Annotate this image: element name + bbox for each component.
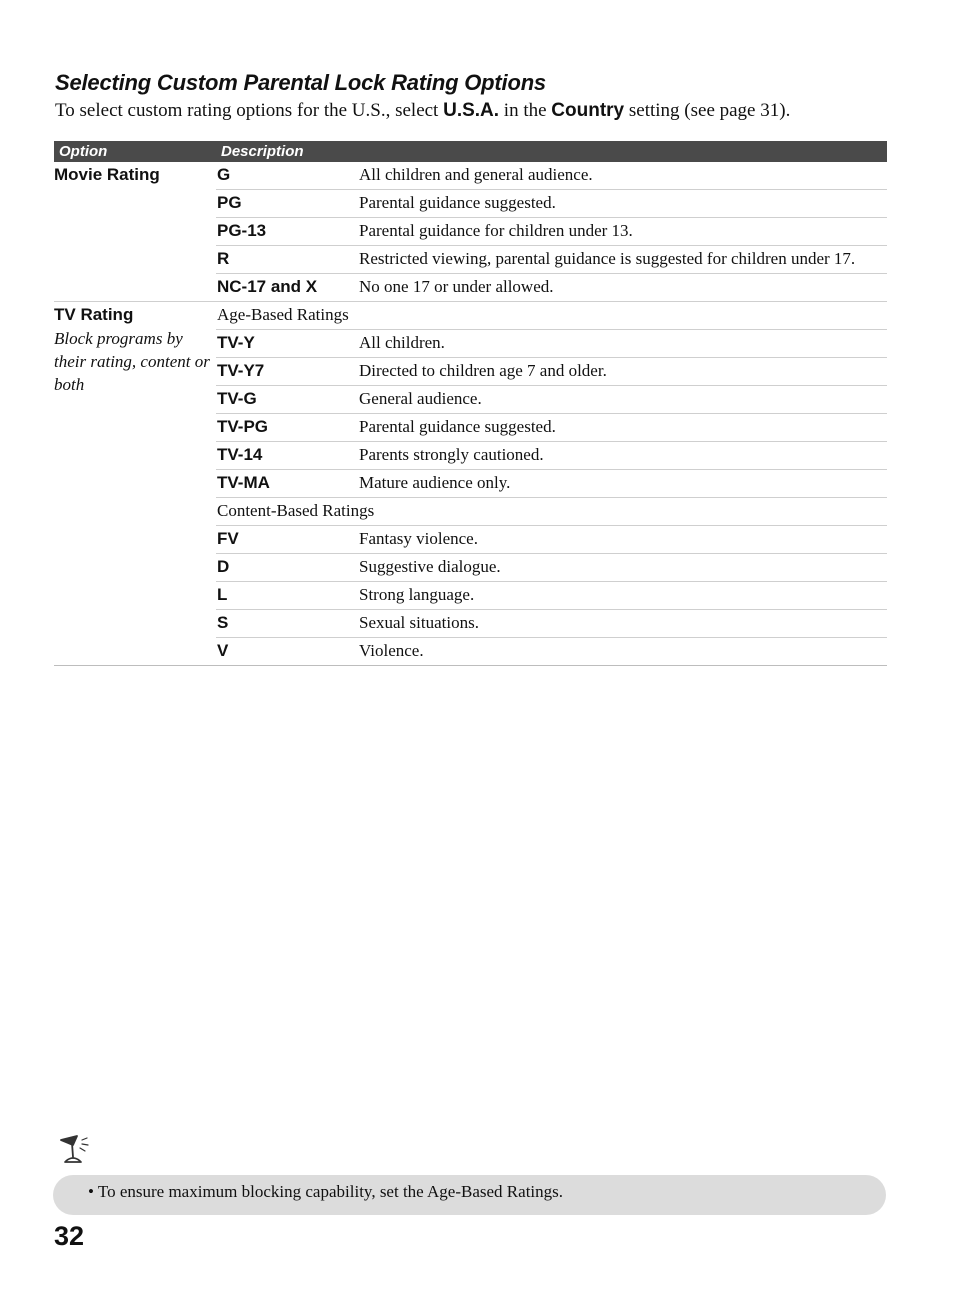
rating-description: All children and general audience. bbox=[359, 162, 887, 190]
rating-description: Strong language. bbox=[359, 582, 887, 610]
tip-lamp-icon bbox=[58, 1133, 96, 1167]
rating-code: D bbox=[216, 554, 359, 582]
rating-code: TV-PG bbox=[216, 414, 359, 442]
rating-code: TV-G bbox=[216, 386, 359, 414]
intro-text-2: in the bbox=[499, 100, 552, 121]
rating-code: V bbox=[216, 638, 359, 666]
tv-rating-label: TV Rating bbox=[54, 305, 134, 324]
rating-code: R bbox=[216, 246, 359, 274]
tv-rating-option bbox=[54, 302, 216, 666]
rating-description: Suggestive dialogue. bbox=[359, 554, 887, 582]
rating-description: Violence. bbox=[359, 638, 887, 666]
tip-text: • To ensure maximum blocking capability, set the Age-Based Ratings. bbox=[88, 1182, 564, 1201]
intro-country: Country bbox=[551, 100, 625, 121]
header-description: Description bbox=[216, 141, 887, 162]
tip-box bbox=[53, 1175, 886, 1215]
rating-description: Parental guidance for children under 13. bbox=[359, 218, 887, 246]
page-number: 32 bbox=[54, 1221, 85, 1251]
rating-code: S bbox=[216, 610, 359, 638]
intro-usa: U.S.A. bbox=[443, 100, 500, 121]
rating-code: NC-17 and X bbox=[216, 274, 359, 302]
rating-code: G bbox=[216, 162, 359, 190]
table-row bbox=[54, 162, 887, 190]
rating-code: TV-Y bbox=[216, 330, 359, 358]
rating-description: Parents strongly cautioned. bbox=[359, 442, 887, 470]
rating-description: Mature audience only. bbox=[359, 470, 887, 498]
rating-description: Parental guidance suggested. bbox=[359, 190, 887, 218]
rating-code: L bbox=[216, 582, 359, 610]
content-based-label: Content-Based Ratings bbox=[216, 498, 887, 526]
rating-description: Parental guidance suggested. bbox=[359, 414, 887, 442]
intro-text-1: To select custom rating options for the U.S., select bbox=[55, 100, 444, 121]
intro-paragraph bbox=[55, 100, 790, 122]
table-header-row bbox=[54, 141, 887, 162]
header-option: Option bbox=[54, 141, 216, 162]
rating-description: Directed to children age 7 and older. bbox=[359, 358, 887, 386]
age-based-label: Age-Based Ratings bbox=[216, 302, 887, 330]
rating-options-table bbox=[54, 141, 887, 666]
rating-description: Sexual situations. bbox=[359, 610, 887, 638]
movie-rating-option bbox=[54, 162, 216, 302]
rating-description: General audience. bbox=[359, 386, 887, 414]
rating-code: TV-Y7 bbox=[216, 358, 359, 386]
rating-description: Restricted viewing, parental guidance is suggested for children under 17. bbox=[359, 246, 887, 274]
tv-rating-group bbox=[54, 302, 887, 666]
rating-code: PG bbox=[216, 190, 359, 218]
rating-code: FV bbox=[216, 526, 359, 554]
rating-code: TV-14 bbox=[216, 442, 359, 470]
rating-description: Fantasy violence. bbox=[359, 526, 887, 554]
movie-rating-label: Movie Rating bbox=[54, 165, 160, 184]
section-title: Selecting Custom Parental Lock Rating Options bbox=[55, 70, 546, 95]
rating-code: TV-MA bbox=[216, 470, 359, 498]
rating-description: No one 17 or under allowed. bbox=[359, 274, 887, 302]
tv-rating-note: Block programs by their rating, content or both bbox=[54, 329, 210, 394]
table-row bbox=[54, 302, 887, 330]
intro-text-3: setting (see page 31). bbox=[624, 100, 791, 121]
rating-code: PG-13 bbox=[216, 218, 359, 246]
rating-description: All children. bbox=[359, 330, 887, 358]
movie-rating-group bbox=[54, 162, 887, 302]
